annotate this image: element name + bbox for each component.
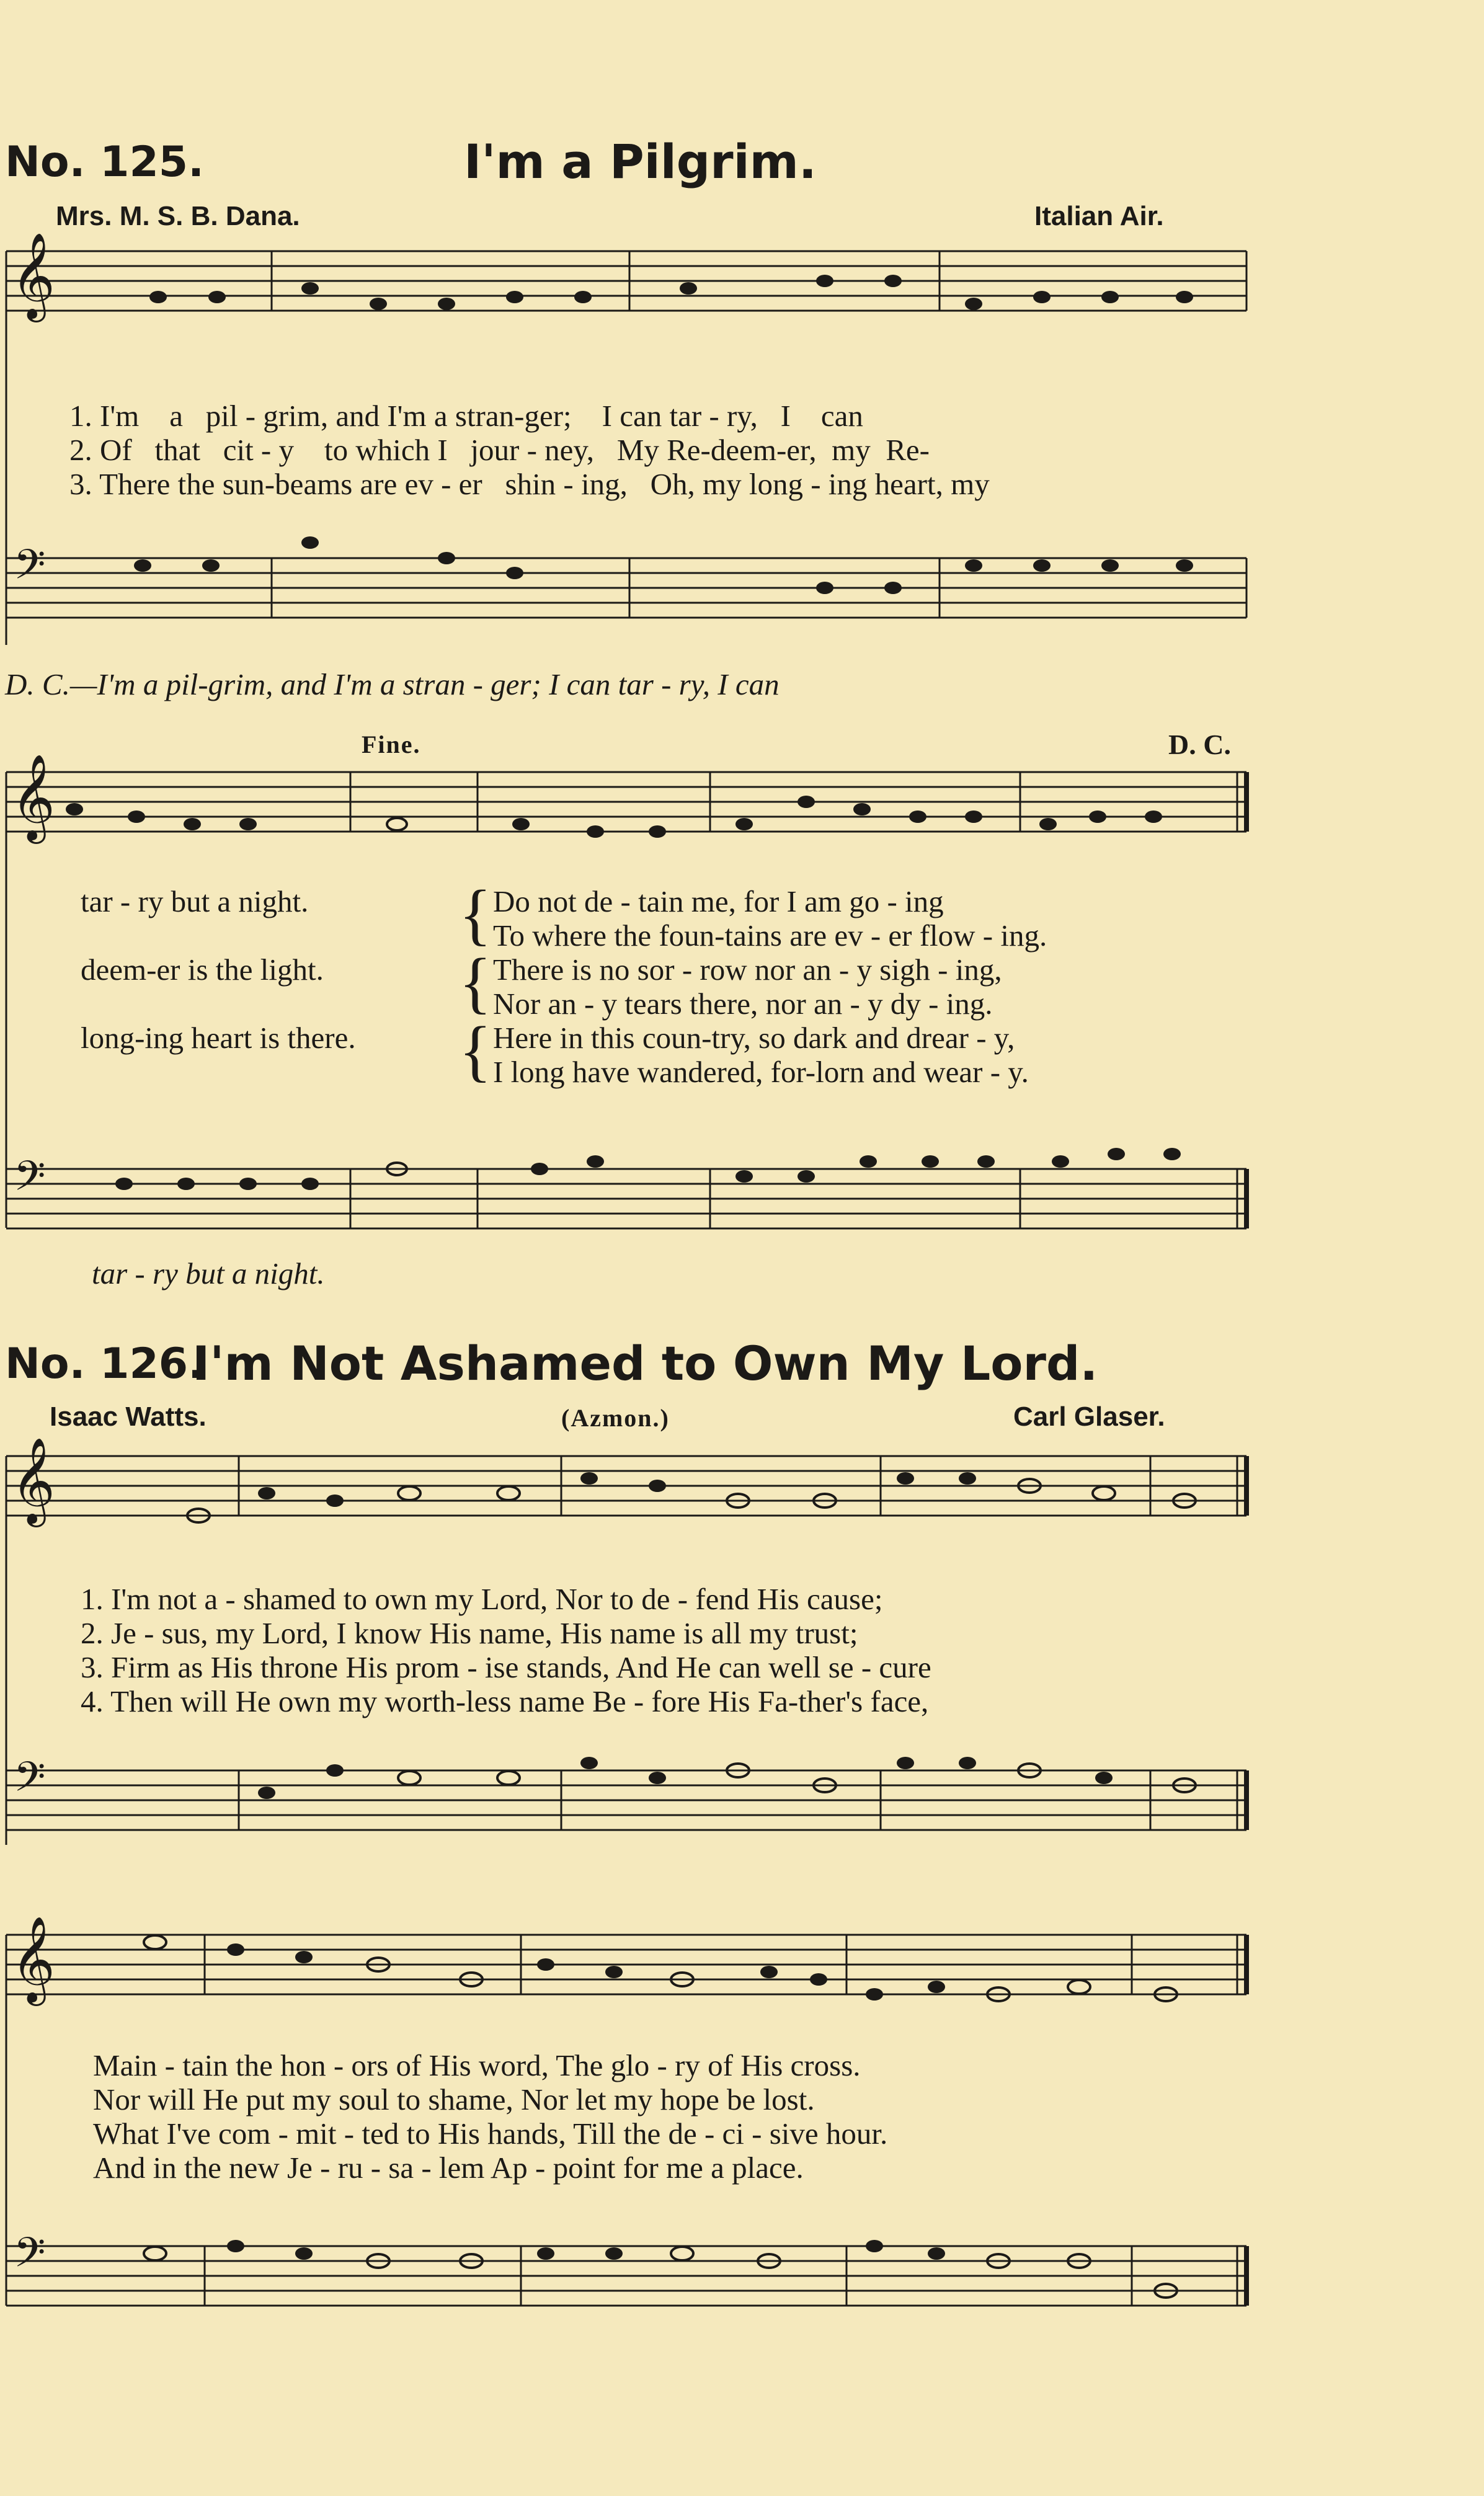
h126-s1-verse-3: 3. Firm as His throne His prom - ise stands, And He can well se - cure	[81, 1650, 931, 1684]
fine-mark: Fine.	[362, 731, 421, 758]
brace-icon: {	[459, 876, 492, 952]
hymn-125-composer: Italian Air.	[1034, 201, 1164, 231]
h126-s2-verse-2: Nor will He put my soul to shame, Nor let my hope be lost.	[93, 2082, 815, 2116]
treble-clef-icon: 𝄞	[11, 234, 55, 317]
bass-clef-icon: 𝄢	[14, 543, 46, 598]
bass-clef-icon: 𝄢	[14, 1155, 46, 1209]
h125-refrain-1a: Do not de - tain me, for I am go - ing	[493, 884, 944, 918]
bass-clef-icon: 𝄢	[14, 1756, 46, 1810]
brace-icon: {	[459, 1013, 492, 1088]
h125-refrain-2b: Nor an - y tears there, nor an - y dy - ing.	[493, 987, 993, 1021]
h126-s1-verse-2: 2. Je - sus, my Lord, I know His name, His name is all my trust;	[81, 1616, 858, 1650]
h125-s2-verse-2: deem-er is the light.	[81, 953, 324, 987]
h125-dc-line: D. C.—I'm a pil-grim, and I'm a stran - ger; I can tar - ry, I can	[5, 667, 780, 701]
h125-s2-verse-3: long-ing heart is there.	[81, 1021, 356, 1055]
hymn-126-author: Isaac Watts.	[50, 1401, 207, 1432]
h125-refrain-2a: There is no sor - row nor an - y sigh - ing,	[493, 953, 1002, 987]
hymn-125-author: Mrs. M. S. B. Dana.	[56, 201, 300, 231]
h125-refrain-3b: I long have wandered, for-lorn and wear - y.	[493, 1055, 1029, 1089]
brace-icon: {	[459, 944, 492, 1020]
treble-clef-icon: 𝄞	[11, 1439, 55, 1522]
hymn-126-tune: (Azmon.)	[561, 1404, 670, 1432]
h125-verse-3-line: 3. There the sun-beams are ev - er shin - ing, Oh, my long - ing heart, my	[69, 467, 990, 501]
treble-clef-icon: 𝄞	[11, 1918, 55, 2001]
hymn-126-number: No. 126.	[5, 1339, 204, 1388]
h126-s2-verse-1: Main - tain the hon - ors of His word, The glo - ry of His cross.	[93, 2048, 861, 2082]
h125-verse-1-line: 1. I'm a pil - grim, and I'm a stran-ger; I can tar - ry, I can	[69, 399, 863, 433]
hymn-126-composer: Carl Glaser.	[1013, 1401, 1165, 1432]
bass-clef-icon: 𝄢	[14, 2231, 46, 2286]
h125-s2-verse-1: tar - ry but a night.	[81, 884, 309, 918]
dc-mark: D. C.	[1168, 729, 1231, 760]
hymn-126-title: I'm Not Ashamed to Own My Lord.	[192, 1336, 1098, 1391]
h126-bass-2	[6, 2246, 1246, 2306]
h126-s1-verse-4: 4. Then will He own my worth-less name Be - fore His Fa-ther's face,	[81, 1684, 929, 1718]
h125-verse-2-line: 2. Of that cit - y to which I jour - ney, My Re-deem-er, my Re-	[69, 433, 930, 467]
h126-s2-verse-4: And in the new Je - ru - sa - lem Ap - point for me a place.	[93, 2151, 804, 2185]
h126-bass-1	[6, 1770, 1246, 1830]
h125-refrain-1b: To where the foun-tains are ev - er flow - ing.	[493, 918, 1047, 953]
hymn-125-title: I'm a Pilgrim.	[464, 134, 817, 189]
hymn-125-number: No. 125.	[5, 138, 204, 187]
h126-s1-verse-1: 1. I'm not a - shamed to own my Lord, Nor to de - fend His cause;	[81, 1582, 883, 1616]
h125-refrain-3a: Here in this coun-try, so dark and drear - y,	[493, 1021, 1015, 1055]
treble-clef-icon: 𝄞	[11, 756, 55, 838]
h125-bass-tail: tar - ry but a night.	[92, 1256, 325, 1290]
h126-s2-verse-3: What I've com - mit - ted to His hands, Till the de - ci - sive hour.	[93, 2116, 888, 2151]
